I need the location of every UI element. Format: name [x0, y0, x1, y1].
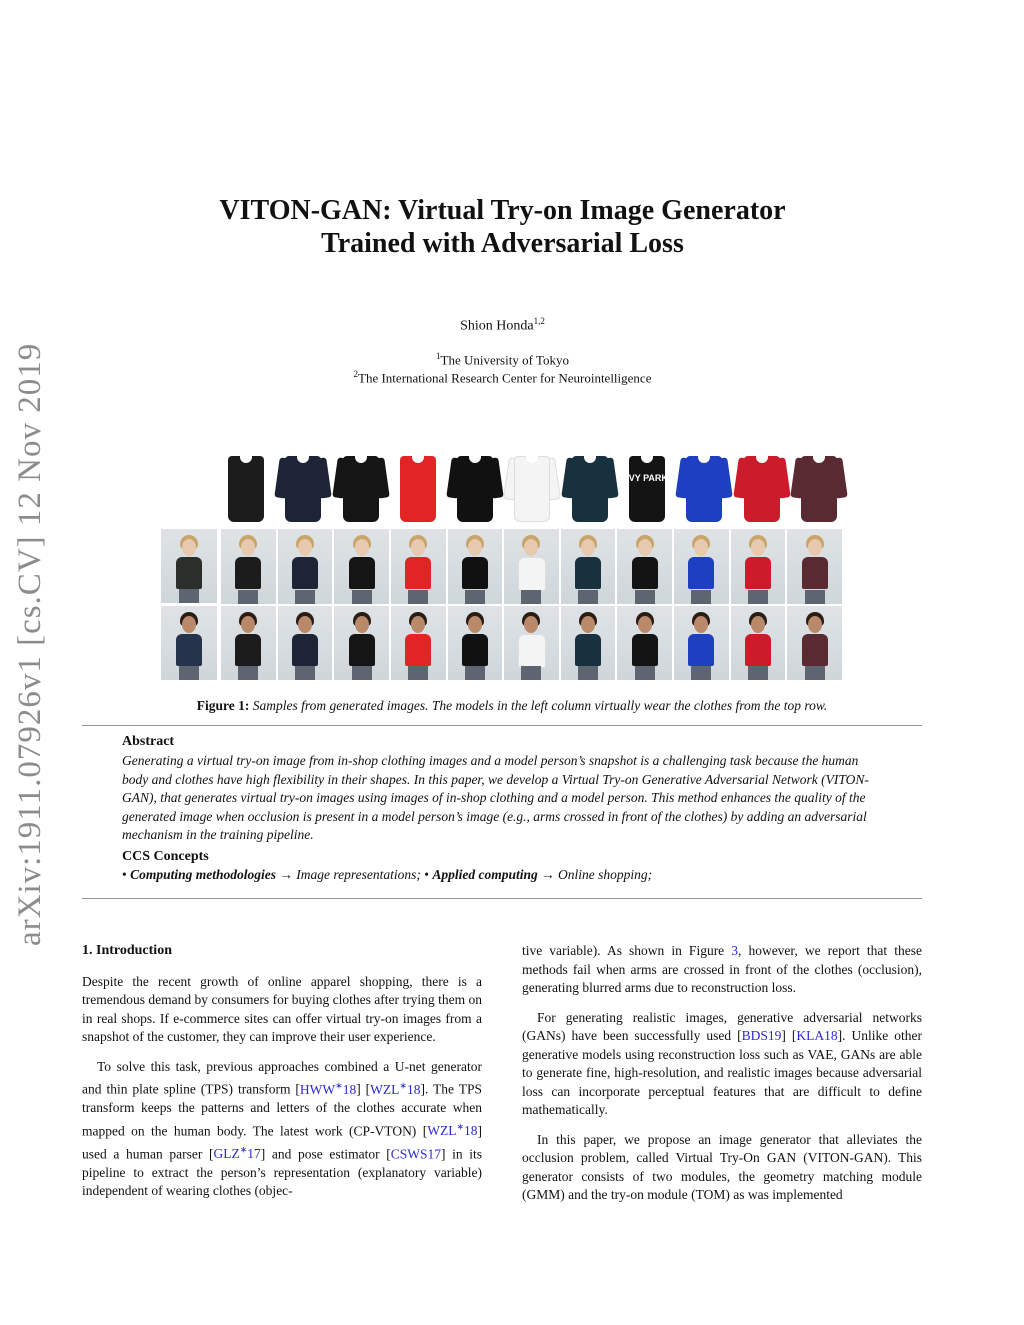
citation-wzl18[interactable]: WZL∗18 — [370, 1080, 421, 1097]
citation-glz17[interactable]: GLZ∗17 — [213, 1144, 261, 1161]
affiliation-2: $^2$The International Research Center for Neurointelligence — [353, 369, 652, 386]
figure-3-link[interactable]: 3 — [731, 943, 738, 958]
clothing-row — [220, 448, 845, 526]
model-image — [674, 529, 729, 604]
model-image — [731, 606, 786, 681]
garment-image — [564, 448, 616, 524]
model-image — [334, 529, 389, 604]
model-image — [787, 606, 842, 681]
left-column — [82, 942, 482, 1212]
model-image — [161, 606, 217, 680]
garment-image — [335, 448, 387, 524]
ccs-term-2: Applied computing — [432, 867, 538, 882]
model-image — [391, 606, 446, 681]
model-image — [617, 529, 672, 604]
model-image — [448, 529, 503, 604]
model-image — [391, 529, 446, 604]
paper-title — [150, 194, 855, 260]
divider-bottom — [82, 898, 922, 899]
model-image — [278, 529, 333, 604]
garment-image — [506, 448, 558, 524]
model-image — [221, 606, 276, 681]
garment-image — [678, 448, 730, 524]
title-line-1: VITON-GAN: Virtual Try-on Image Generator — [219, 195, 786, 226]
intro-paragraph-5: In this paper, we propose an image generator that alleviates the occlusion problem, called Virtual Try-On GAN (VITON-GAN). This generator consists of two modules, the geometry matching module (GMM) and the try-on module (TOM) as was implemented — [522, 1131, 922, 1202]
citation-kla18[interactable]: KLA18 — [796, 1028, 838, 1043]
abstract-text: Generating a virtual try-on image from in-shop clothing images and a model person’s snapshot is a challenging task because the human body and clothes have high flexibility in their shapes. In this paper, we develop a Virtual Try-on Generative Adversarial Network (VITON-GAN), that generates virtual try-on images using images of in-shop clothing and a model person. This method enhances the quality of the generated image when occlusion is present in a model person’s image (e.g., arms crossed in front of the clothes) by adding an adversarial mechanism in the training pipeline. — [122, 753, 869, 842]
model-image — [731, 529, 786, 604]
model-image — [617, 606, 672, 681]
arxiv-identifier-stamp: arXiv:1911.07926v1 [cs.CV] 12 Nov 2019 — [12, 342, 48, 946]
model-image — [674, 606, 729, 681]
model-image — [221, 529, 276, 604]
garment-image — [793, 448, 845, 524]
model-image — [448, 606, 503, 681]
intro-paragraph-2: To solve this task, previous approaches combined a U-net generator and thin plate spline (TPS) transform [HWW∗18] [WZL∗18]. The TPS transform keeps the patterns and letters of the clothes accurate when mapped on the human body. The latest work (CP-VTON) [WZL∗18] used a human parser [GLZ∗17] and pose estimator [CSWS17] in its pipeline to extract the person’s representation (explanatory variable) independent of wearing clothes (objec- — [82, 1058, 482, 1198]
section-heading-introduction: 1. Introduction — [82, 943, 172, 958]
affiliation-1: $^1$The University of Tokyo — [436, 351, 569, 368]
author-name: Shion Honda — [460, 318, 534, 334]
citation-bds19[interactable]: BDS19 — [741, 1028, 782, 1043]
citation-csws17[interactable]: CSWS17 — [390, 1146, 441, 1161]
garment-image — [736, 448, 788, 524]
model-image — [504, 529, 559, 604]
model-image — [504, 606, 559, 681]
ccs-desc-2: Online shopping; — [558, 867, 653, 882]
try-on-results — [221, 529, 842, 680]
author-affiliation-marks: 1,2 — [533, 316, 545, 326]
ccs-term-1: Computing methodologies — [130, 867, 277, 882]
right-column — [522, 942, 922, 1216]
intro-paragraph-3: tive variable). As shown in Figure 3, however, we report that these methods fail when arms are crossed in front of the clothes (occlusion), generating blurred arms due to reconstruction loss. — [522, 943, 922, 995]
model-column — [161, 529, 217, 680]
figure-caption — [82, 698, 942, 714]
garment-image — [392, 448, 444, 524]
figure-label: Figure 1: — [196, 698, 250, 713]
garment-logo: IVY PARK — [626, 473, 668, 483]
ccs-heading: CCS Concepts — [122, 849, 209, 864]
figure-caption-text: Samples from generated images. The models in the left column virtually wear the clothes from the top row. — [252, 698, 828, 713]
model-image — [278, 606, 333, 681]
generated-image-grid — [161, 529, 842, 680]
model-image — [334, 606, 389, 681]
intro-paragraph-1: Despite the recent growth of online apparel shopping, there is a tremendous demand by consumers for buying clothes after trying them on in real shops. If e-commerce sites can offer virtual try-on images from a snapshot of the customer, they can improve their user experience. — [82, 973, 482, 1044]
model-image — [787, 529, 842, 604]
title-line-2: Trained with Adversarial Loss — [321, 228, 684, 259]
model-image — [161, 529, 217, 603]
author — [150, 316, 855, 335]
garment-image — [621, 448, 673, 524]
intro-paragraph-4: For generating realistic images, generative adversarial networks (GANs) have been successfully used [BDS19] [KLA18]. Unlike other generative models using reconstruction loss such as VAE, GANs are able to generate fine, high-resolution, and realistic images because adversarial loss can incorporate perceptual features that are difficult to define mathematically. — [522, 1009, 922, 1117]
garment-image — [449, 448, 501, 524]
ccs-desc-1: Image representations; — [296, 867, 421, 882]
abstract-heading: Abstract — [122, 734, 175, 749]
garment-image — [277, 448, 329, 524]
ccs-concepts: • Computing methodologies → Image representations; • Applied computing → Online shopping; — [122, 867, 653, 882]
model-image — [561, 606, 616, 681]
citation-wzl18-2[interactable]: WZL∗18 — [427, 1121, 478, 1138]
divider-top — [82, 725, 922, 726]
model-image — [561, 529, 616, 604]
citation-hww18[interactable]: HWW∗18 — [299, 1080, 357, 1097]
garment-image — [220, 448, 272, 524]
